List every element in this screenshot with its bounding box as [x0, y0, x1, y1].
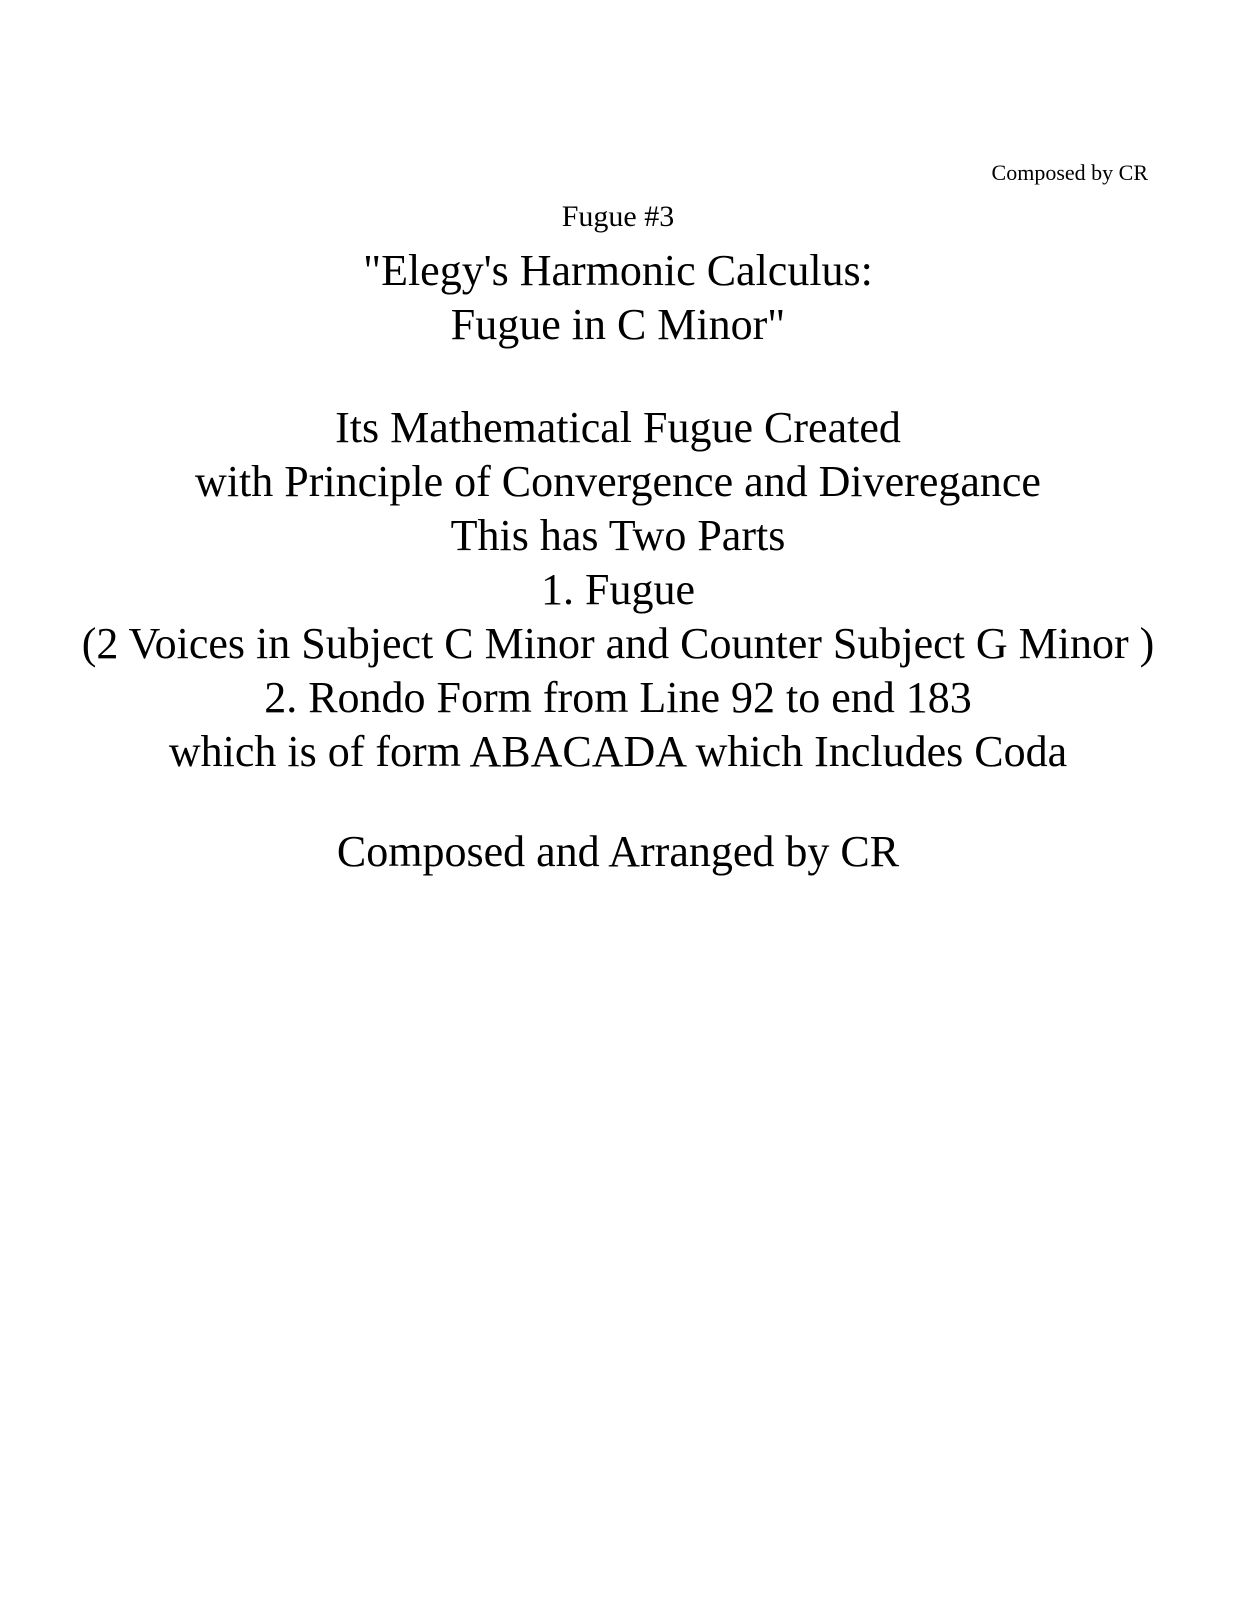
- part-1-label: 1. Fugue: [541, 565, 695, 614]
- part-2-detail: which is of form ABACADA which Includes Coda: [168, 727, 1068, 776]
- description-line-1: Its Mathematical Fugue Created: [335, 403, 901, 452]
- title-line-1: "Elegy's Harmonic Calculus:: [363, 246, 873, 295]
- top-right-attribution: Composed by CR: [991, 160, 1148, 185]
- part-1-detail: (2 Voices in Subject C Minor and Counter Subject G Minor ): [81, 619, 1155, 668]
- description-line-2: with Principle of Convergence and Diveregance: [195, 457, 1041, 506]
- description-line-3: This has Two Parts: [450, 511, 786, 560]
- title-block: [0, 190, 1236, 879]
- work-number: Fugue #3: [561, 200, 675, 233]
- spacer: [0, 779, 1236, 825]
- title-line-2: Fugue in C Minor": [450, 300, 786, 349]
- spacer: [0, 352, 1236, 401]
- credit-line: Composed and Arranged by CR: [336, 827, 900, 876]
- part-2-label: 2. Rondo Form from Line 92 to end 183: [264, 673, 972, 722]
